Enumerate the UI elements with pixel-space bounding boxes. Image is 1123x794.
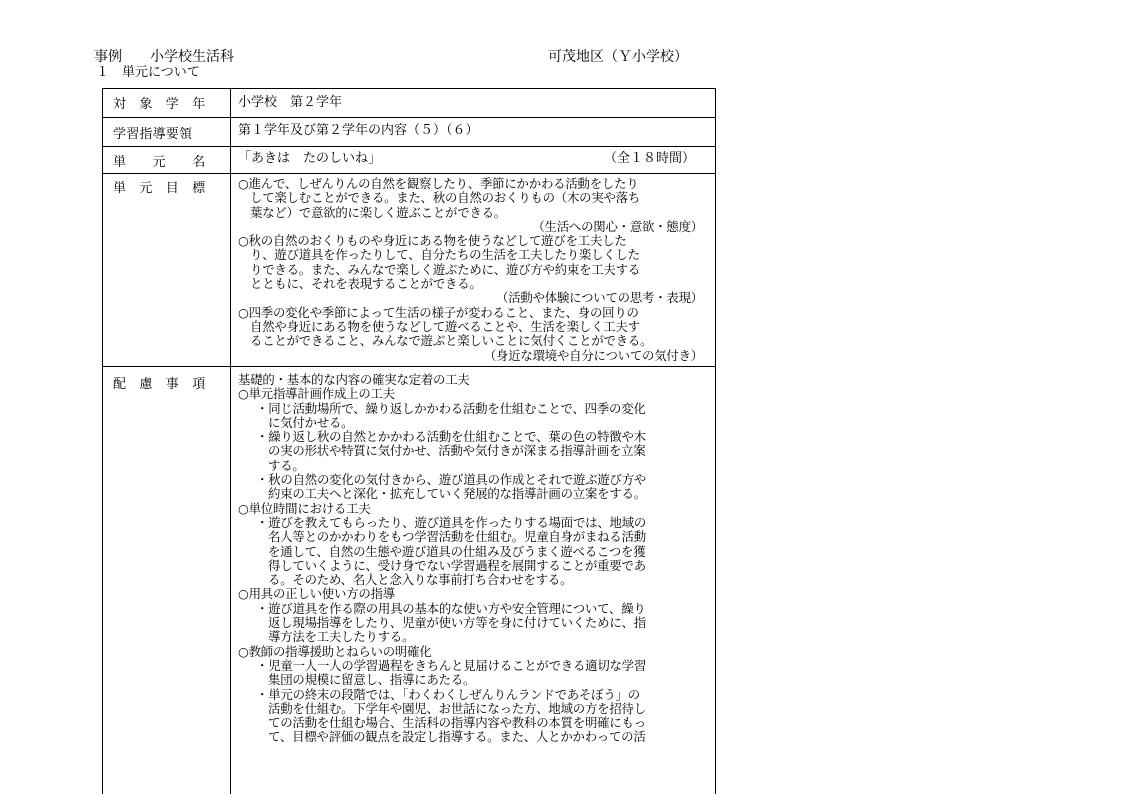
unit-hours: （全１８時間） — [603, 151, 695, 166]
row-unit-name — [103, 146, 715, 174]
consideration-line: 集団の規模に留意し、指導にあたる。 — [268, 673, 476, 688]
consideration-line: ・単元の終末の段階では、「わくわくしぜんりんランドであそぼう」の — [256, 687, 640, 702]
label-target-grade: 対 象 学 年 — [113, 97, 206, 112]
value-target-grade: 小学校 第２学年 — [238, 95, 343, 110]
row-considerations — [103, 366, 715, 794]
goal-line: 葉など）で意欲的に楽しく遊ぶことができる。 — [250, 205, 507, 220]
goal-line: して楽しむことができる。また、秋の自然のおくりもの（木の実や落ち — [250, 191, 641, 206]
goal-line: ○秋の自然のおくりものや身近にある物を使うなどして遊びを工夫した — [238, 234, 627, 249]
consideration-line: ・遊びを教えてもらったり、遊び道具を作ったりする場面では、地域の — [256, 515, 647, 530]
document-title: 事例 小学校生活科 — [94, 49, 234, 65]
consideration-line: を通して、自然の生態や遊び道具の仕組み及びうまく遊べるこつを獲 — [268, 544, 646, 559]
goal-line: ることができること、みんなで遊ぶと楽しいことに気付くことができる。 — [250, 334, 653, 349]
consideration-line: て、目標や評価の観点を設定し指導する。また、人とかかわっての活 — [268, 730, 646, 745]
consideration-line: 返し現場指導をしたり、児童が使い方等を身に付けていくために、指 — [268, 616, 646, 631]
unit-info-table — [102, 88, 716, 794]
consideration-line: ・同じ活動場所で、繰り返しかかわる活動を仕組むことで、四季の変化 — [256, 401, 646, 416]
consideration-line: ・遊び道具を作る際の用具の基本的な使い方や安全管理について、繰り — [256, 601, 646, 616]
consideration-subheading: ○単位時間における工夫 — [238, 501, 371, 516]
consideration-line: の実の形状や特質に気付かせ、活動や気付きが深まる指導計画を立案 — [268, 444, 646, 459]
goal-line: とともに、それを表現することができる。 — [250, 277, 482, 292]
row-target-grade — [103, 89, 715, 118]
consideration-subheading: ○単元指導計画作成上の工夫 — [238, 387, 395, 402]
consideration-heading: 基礎的・基本的な内容の確実な定着の工夫 — [238, 373, 470, 387]
considerations-text — [238, 373, 705, 745]
goal-line: 自然や身近にある物を使うなどして遊べることや、生活を楽しく工夫す — [250, 319, 640, 334]
goal-line: ○四季の変化や季節によって生活の様子が変わること、また、身の回りの — [238, 305, 639, 320]
value-unit-name — [238, 151, 705, 167]
goal-category: （活動や体験についての思考・表現） — [496, 291, 703, 306]
unit-goals-text — [238, 177, 705, 363]
label-unit-name: 単 元 名 — [113, 155, 206, 170]
consideration-line: 活動を仕組む。下学年や園児、お世話になった方、地域の方を招待し — [268, 701, 646, 716]
consideration-subheading: ○教師の指導援助とねらいの明確化 — [238, 644, 432, 659]
goal-category: （生活への関心・意欲・態度） — [532, 219, 703, 234]
label-considerations: 配 慮 事 項 — [113, 377, 206, 392]
consideration-line: 得していくように、受け身でない学習過程を展開することが重要であ — [268, 558, 646, 573]
label-guideline: 学習指導要領 — [113, 127, 193, 142]
region-school-label: 可茂地区（Ｙ小学校） — [548, 49, 688, 65]
consideration-line: 導方法を工夫したりする。 — [268, 630, 415, 645]
consideration-line: に気付かせる。 — [268, 415, 354, 430]
goal-line: り、遊び道具を作ったりして、自分たちの生活を工夫したり楽しくした — [250, 248, 640, 263]
goal-line: りできる。また、みんなで楽しく遊ぶために、遊び方や約束を工夫する — [250, 262, 641, 277]
consideration-subheading: ○用具の正しい使い方の指導 — [238, 587, 395, 602]
row-unit-goals — [103, 173, 715, 367]
goal-category: （身近な環境や自分についての気付き） — [483, 348, 703, 363]
label-unit-goals: 単 元 目 標 — [113, 181, 206, 196]
consideration-line: ・秋の自然の変化の気付きから、遊び道具の作成とそれで遊ぶ遊び方や — [256, 473, 647, 488]
consideration-line: ・児童一人一人の学習過程をきちんと見届けることができる適切な学習 — [256, 658, 647, 673]
row-guideline — [103, 117, 715, 147]
unit-title: 「あきは たのしいね」 — [238, 151, 382, 166]
consideration-line: 約束の工夫へと深化・拡充していく発展的な指導計画の立案をする。 — [268, 487, 646, 502]
consideration-line: る。そのため、名人と念入りな事前打ち合わせをする。 — [268, 573, 573, 588]
consideration-line: ての活動を仕組む場合、生活科の指導内容や教科の本質を明確にもっ — [268, 716, 646, 731]
value-guideline: 第１学年及び第２学年の内容（５）（６） — [238, 123, 479, 138]
consideration-line: ・繰り返し秋の自然とかかわる活動を仕組むことで、葉の色の特徴や木 — [256, 430, 646, 445]
section-heading: １ 単元について — [96, 65, 200, 80]
goal-line: ○進んで、しぜんりんの自然を観察したり、季節にかかわる活動をしたり — [238, 177, 639, 191]
consideration-line: 名人等とのかかわりをもつ学習活動を仕組む。児童自身がまねる活動 — [268, 530, 646, 545]
consideration-line: する。 — [268, 458, 305, 473]
